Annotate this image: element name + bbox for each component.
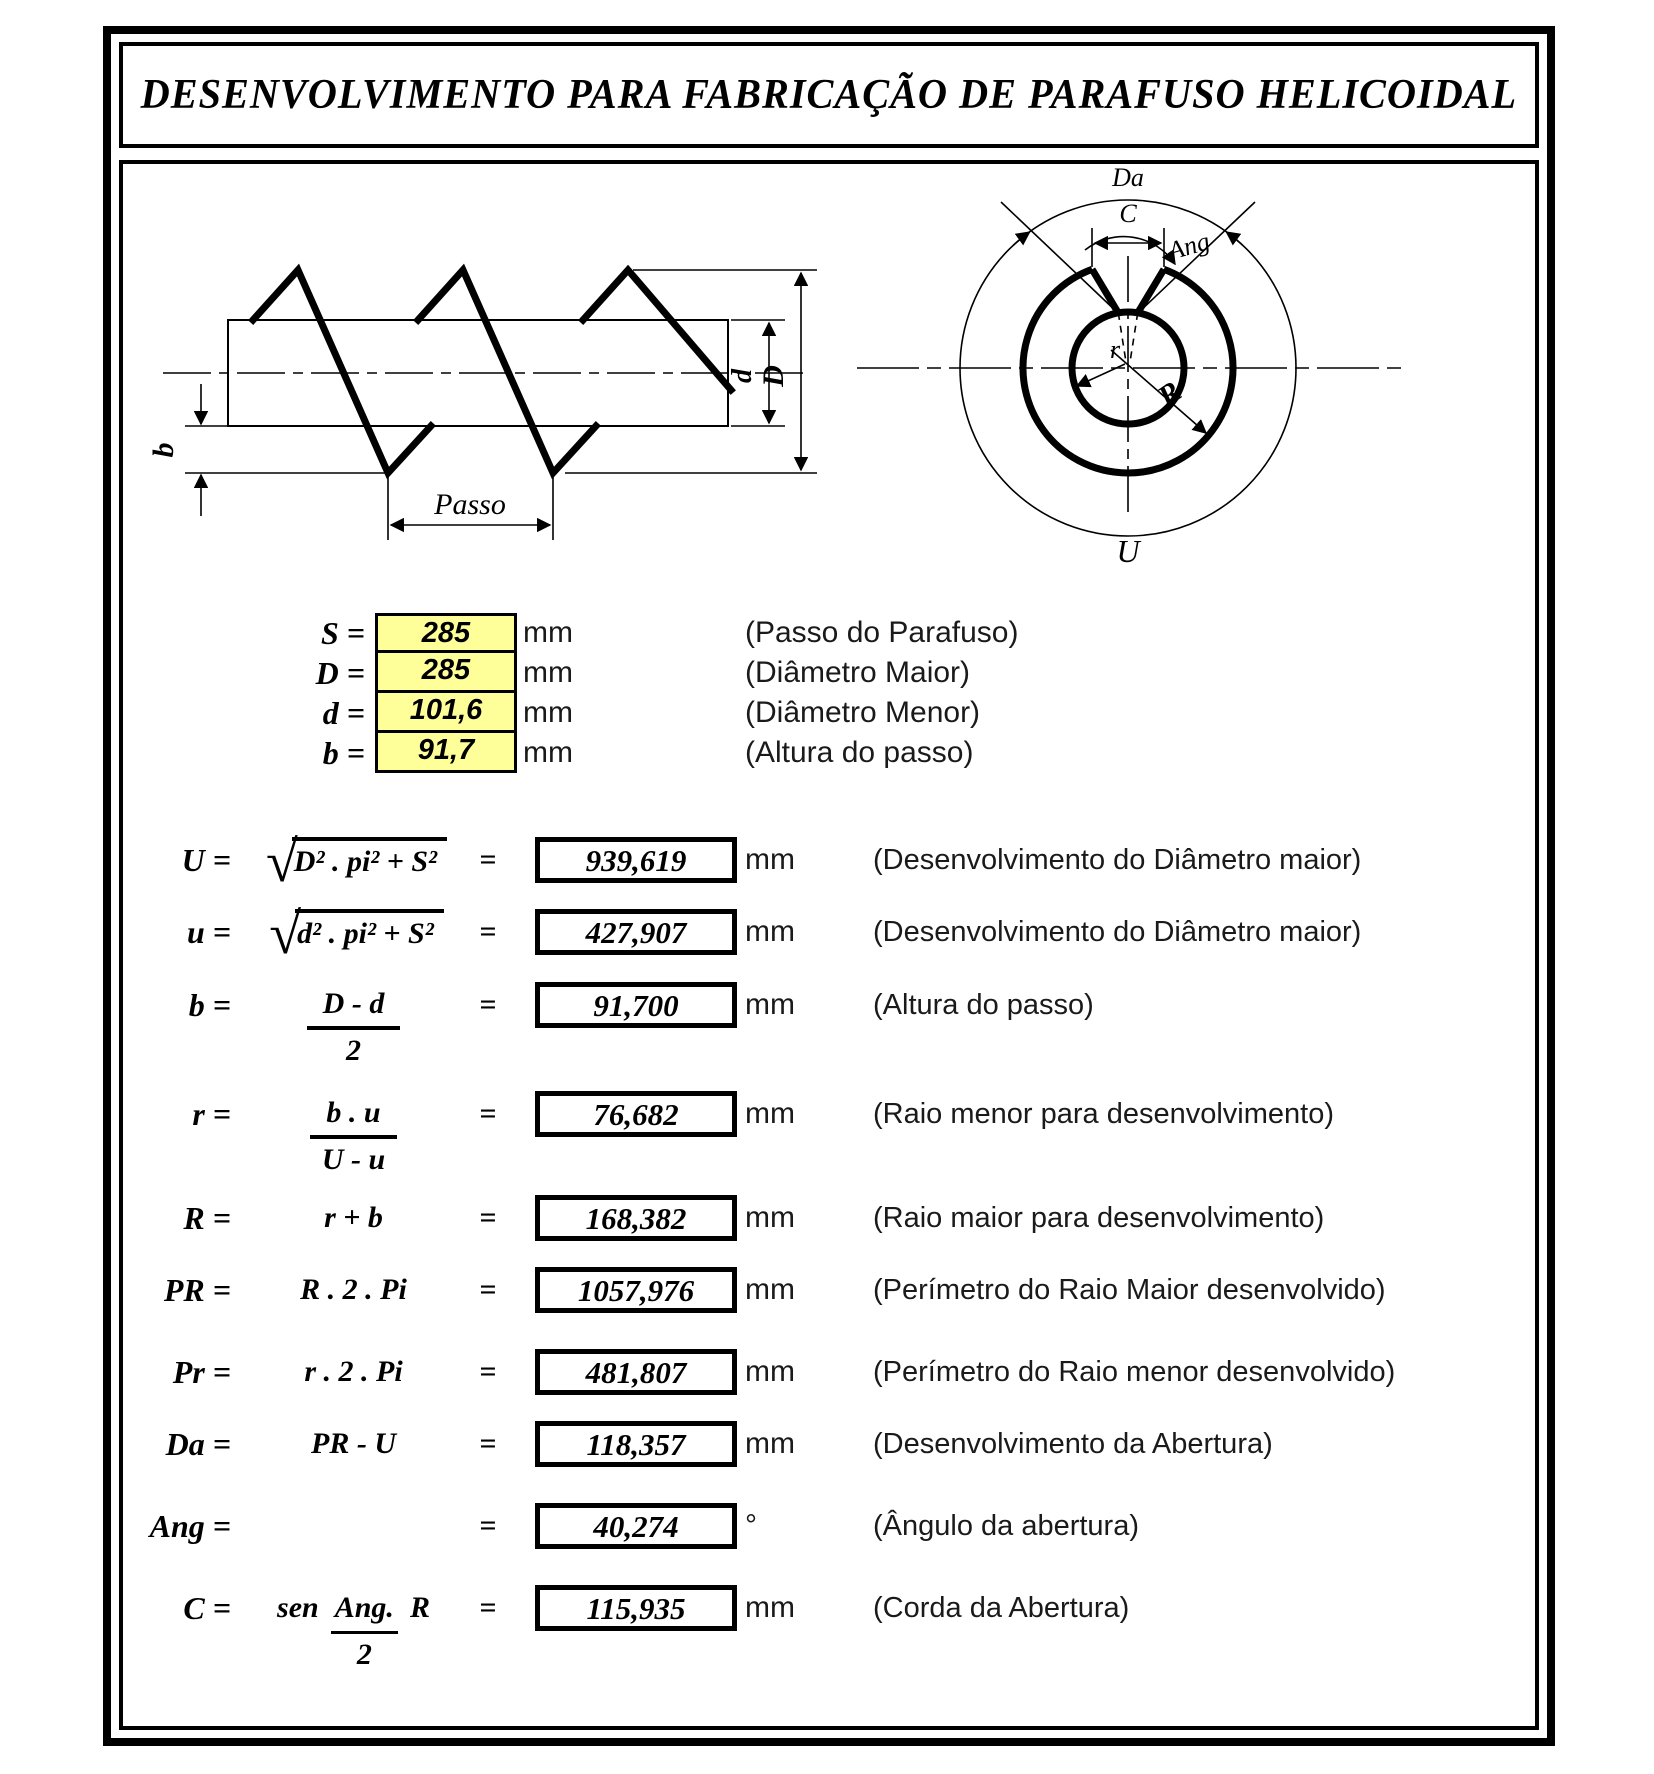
equals-sign: = bbox=[479, 843, 497, 876]
equals-sign: = bbox=[479, 915, 497, 948]
result-value-box: 481,807 bbox=[535, 1349, 737, 1395]
equals-sign: = bbox=[479, 1427, 497, 1460]
result-value-box: 1057,976 bbox=[535, 1267, 737, 1313]
result-symbol: b = bbox=[188, 987, 231, 1023]
dim-label-Ang: Ang bbox=[1164, 226, 1213, 266]
input-description-b: (Altura do passo) bbox=[745, 736, 974, 769]
dim-label-D: D bbox=[757, 365, 790, 387]
result-formula: PR - U bbox=[311, 1427, 396, 1460]
result-value-box: 76,682 bbox=[535, 1091, 737, 1137]
result-description: (Raio menor para desenvolvimento) bbox=[873, 1098, 1334, 1130]
result-description: (Desenvolvimento do Diâmetro maior) bbox=[873, 916, 1362, 948]
sen-function: sen bbox=[277, 1591, 319, 1624]
equals-sign: = bbox=[479, 1591, 497, 1624]
result-row-Ang bbox=[123, 1503, 1535, 1549]
input-symbol-d: d = bbox=[322, 695, 365, 731]
result-value-box: 427,907 bbox=[535, 909, 737, 955]
dim-label-U: U bbox=[1116, 533, 1140, 569]
result-unit: mm bbox=[745, 915, 795, 948]
radical-sign: √ bbox=[269, 901, 302, 966]
result-description: (Ângulo da abertura) bbox=[873, 1510, 1139, 1542]
input-cell-D[interactable]: 285 bbox=[375, 650, 517, 693]
result-unit: mm bbox=[745, 988, 795, 1021]
result-description: (Altura do passo) bbox=[873, 989, 1094, 1021]
equals-sign: = bbox=[479, 1097, 497, 1130]
result-symbol: u = bbox=[186, 914, 231, 950]
equals-sign: = bbox=[479, 988, 497, 1021]
result-formula: R . 2 . Pi bbox=[300, 1273, 407, 1306]
input-cell-b[interactable]: 91,7 bbox=[375, 730, 517, 773]
radius-operand: R bbox=[409, 1591, 430, 1624]
result-unit: mm bbox=[745, 1097, 795, 1130]
result-symbol: Da = bbox=[165, 1426, 231, 1462]
result-value-box: 91,700 bbox=[535, 982, 737, 1028]
equals-sign: = bbox=[479, 1509, 497, 1542]
result-formula: r + b bbox=[324, 1201, 383, 1234]
dim-label-d: d bbox=[727, 369, 758, 383]
result-value-box: 168,382 bbox=[535, 1195, 737, 1241]
result-formula: r . 2 . Pi bbox=[304, 1355, 403, 1388]
result-formula: $\frac{b . u}{U - u}$ bbox=[241, 1091, 466, 1181]
result-row-C bbox=[123, 1585, 1535, 1671]
result-value-box: 40,274 bbox=[535, 1503, 737, 1549]
result-unit: mm bbox=[745, 843, 795, 876]
result-symbol: R = bbox=[183, 1200, 231, 1236]
result-symbol: r = bbox=[192, 1096, 231, 1132]
result-row-PR bbox=[123, 1267, 1535, 1313]
input-unit-d: mm bbox=[523, 696, 573, 729]
result-description: (Raio maior para desenvolvimento) bbox=[873, 1202, 1325, 1234]
content-box bbox=[119, 160, 1539, 1730]
result-unit: mm bbox=[745, 1591, 795, 1624]
result-row-R bbox=[123, 1195, 1535, 1241]
result-row-Da bbox=[123, 1421, 1535, 1467]
dim-label-passo: Passo bbox=[434, 488, 506, 521]
result-unit: ° bbox=[745, 1509, 757, 1542]
input-unit-D: mm bbox=[523, 656, 573, 689]
input-cell-d[interactable]: 101,6 bbox=[375, 690, 517, 733]
result-unit: mm bbox=[745, 1201, 795, 1234]
input-symbol-b: b = bbox=[322, 735, 365, 771]
dim-label-r: r bbox=[1109, 335, 1121, 364]
input-description-D: (Diâmetro Maior) bbox=[745, 656, 971, 689]
result-description: (Desenvolvimento do Diâmetro maior) bbox=[873, 844, 1362, 876]
dim-label-R: R bbox=[1151, 374, 1188, 414]
input-symbol-D: D = bbox=[315, 655, 365, 691]
result-value-box: 118,357 bbox=[535, 1421, 737, 1467]
input-unit-b: mm bbox=[523, 736, 573, 769]
input-symbol-S: S = bbox=[320, 615, 365, 651]
dim-label-C: C bbox=[1119, 199, 1137, 228]
result-row-Pr bbox=[123, 1349, 1535, 1395]
input-description-d: (Diâmetro Menor) bbox=[745, 696, 981, 729]
result-row-U bbox=[123, 829, 1535, 894]
result-symbol: U = bbox=[181, 842, 231, 878]
result-symbol: Pr = bbox=[172, 1354, 231, 1390]
radical-sign: √ bbox=[265, 829, 298, 894]
result-formula: √ d² . pi² + S² bbox=[241, 909, 466, 965]
result-value-box: 939,619 bbox=[535, 837, 737, 883]
equals-sign: = bbox=[479, 1273, 497, 1306]
dim-label-Da: Da bbox=[1112, 164, 1144, 192]
result-description: (Corda da Abertura) bbox=[873, 1592, 1130, 1624]
result-unit: mm bbox=[745, 1273, 795, 1306]
result-formula: √ D² . pi² + S² bbox=[241, 837, 466, 893]
outer-frame bbox=[103, 26, 1555, 1746]
page-title: DESENVOLVIMENTO PARA FABRICAÇÃO DE PARAFUSO HELICOIDAL bbox=[140, 72, 1518, 118]
input-description-S: (Passo do Parafuso) bbox=[745, 616, 1019, 649]
input-unit-S: mm bbox=[523, 616, 573, 649]
equals-sign: = bbox=[479, 1201, 497, 1234]
result-description: (Perímetro do Raio menor desenvolvido) bbox=[873, 1356, 1396, 1388]
result-description: (Desenvolvimento da Abertura) bbox=[873, 1428, 1273, 1460]
result-unit: mm bbox=[745, 1427, 795, 1460]
result-symbol: C = bbox=[183, 1590, 231, 1626]
equals-sign: = bbox=[479, 1355, 497, 1388]
dim-label-b: b bbox=[147, 442, 180, 458]
result-formula: $\frac{D - d}{2}$ bbox=[241, 982, 466, 1072]
result-row-u bbox=[123, 901, 1535, 966]
result-value-box: 115,935 bbox=[535, 1585, 737, 1631]
result-description: (Perímetro do Raio Maior desenvolvido) bbox=[873, 1274, 1386, 1306]
result-formula: sen $\frac{\text{Ang.}}{2}$ R bbox=[241, 1585, 466, 1676]
result-row-b bbox=[123, 982, 1535, 1067]
result-row-r bbox=[123, 1091, 1535, 1176]
results-section bbox=[123, 164, 1535, 1726]
title-box bbox=[119, 42, 1539, 148]
result-symbol: PR = bbox=[163, 1272, 231, 1308]
input-cell-S[interactable]: 285 bbox=[375, 613, 517, 653]
result-symbol: Ang = bbox=[149, 1508, 231, 1544]
result-unit: mm bbox=[745, 1355, 795, 1388]
